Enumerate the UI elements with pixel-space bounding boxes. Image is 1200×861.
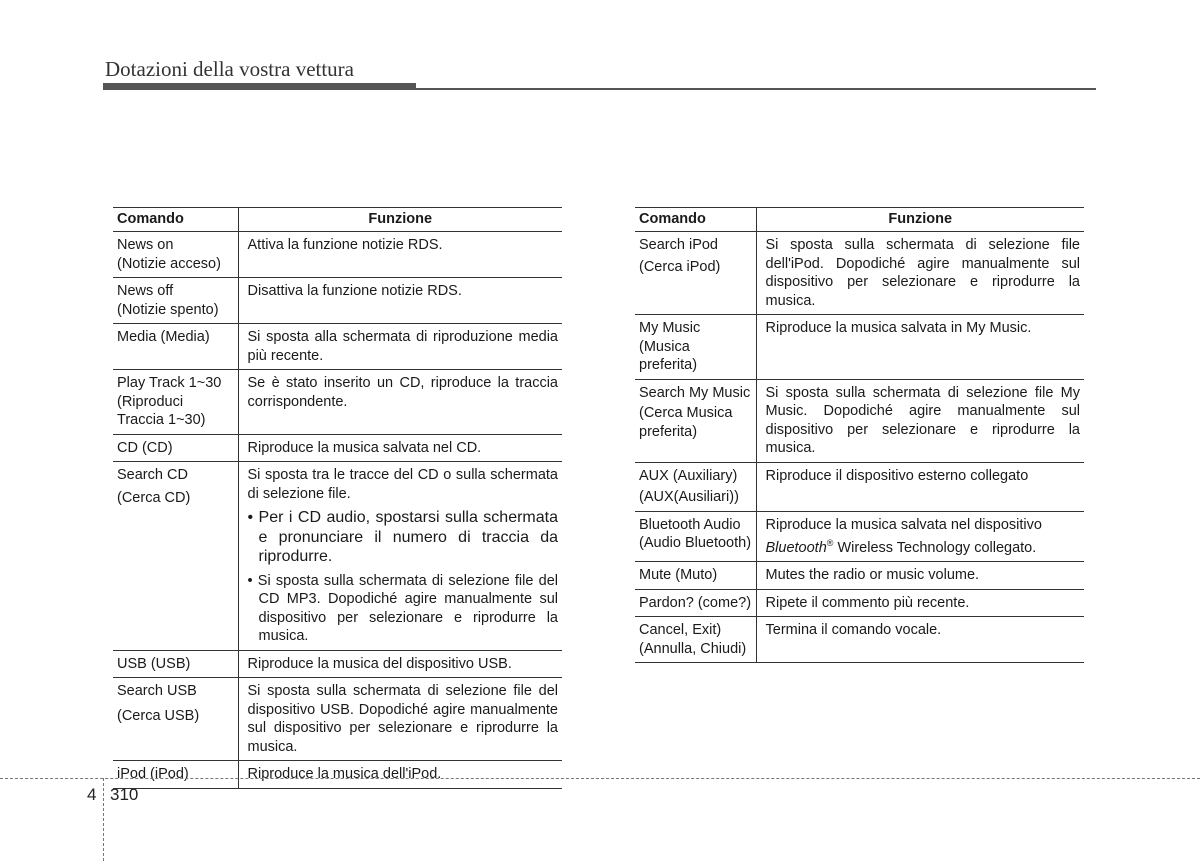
command-cell <box>113 324 238 370</box>
command-alias: (Cerca USB) <box>117 707 200 724</box>
table-row <box>113 761 562 789</box>
function-text: Riproduce la musica salvata nel dispositivo <box>765 516 1042 533</box>
table-row <box>635 462 1084 511</box>
command-name: Pardon? (come?) <box>639 594 752 611</box>
table-row <box>635 315 1084 380</box>
command-name: News on <box>117 237 174 253</box>
command-alias: (Musica preferita) <box>639 338 698 373</box>
table-row <box>113 324 562 370</box>
function-text-italic: Bluetooth <box>765 539 827 556</box>
command-name: Play Track 1~30 <box>117 375 222 391</box>
page-header-title: Dotazioni della vostra vettura <box>105 57 354 81</box>
command-cell <box>635 379 756 462</box>
command-alias: (Notizie spento) <box>117 301 219 318</box>
voice-command-table-left <box>113 207 562 789</box>
command-name: Search My Music <box>639 384 751 401</box>
command-cell <box>635 589 756 617</box>
header-rule-thin <box>416 88 1096 90</box>
table-row <box>113 370 562 435</box>
column-header-function: Funzione <box>756 208 1084 232</box>
command-cell <box>635 462 756 511</box>
command-cell <box>635 315 756 380</box>
table-row <box>635 232 1084 315</box>
function-cell: Riproduce la musica del dispositivo USB. <box>238 650 562 678</box>
table-row <box>113 434 562 462</box>
function-cell: Riproduce la musica dell'iPod. <box>238 761 562 789</box>
function-cell <box>756 511 1084 562</box>
footer-dashed-divider <box>103 778 104 861</box>
function-cell: Termina il comando vocale. <box>756 617 1084 663</box>
command-alias: (AUX(Ausiliari)) <box>639 489 739 505</box>
function-cell: Riproduce il dispositivo esterno collegato <box>756 462 1084 511</box>
command-name: Bluetooth Audio <box>639 516 741 533</box>
chapter-number: 4 <box>87 785 97 804</box>
command-alias: (Riproduci Traccia 1~30) <box>117 393 206 428</box>
command-cell <box>113 278 238 324</box>
command-cell <box>113 370 238 435</box>
function-cell: Disattiva la funzione notizie RDS. <box>238 278 562 324</box>
command-cell <box>113 761 238 789</box>
command-name: USB (USB) <box>117 655 191 672</box>
command-cell <box>113 650 238 678</box>
header-rule-thick <box>103 83 416 90</box>
command-alias: (Cerca Musica preferita) <box>639 405 733 440</box>
function-cell: Riproduce la musica salvata in My Music. <box>756 315 1084 380</box>
function-cell: Mutes the radio or music volume. <box>756 562 1084 590</box>
table-row <box>113 678 562 761</box>
command-name: AUX (Auxiliary) <box>639 467 738 484</box>
command-name: CD (CD) <box>117 439 173 456</box>
command-cell <box>635 511 756 562</box>
function-cell: Se è stato inserito un CD, riproduce la traccia corrispondente. <box>238 370 562 435</box>
command-name: Mute (Muto) <box>639 567 718 584</box>
command-name: iPod (iPod) <box>117 766 189 782</box>
function-cell: Si sposta sulla schermata di selezione file dell'iPod. Dopodiché agire manualmente sul dispositivo per selezionare e riprodurre la musica. <box>756 232 1084 315</box>
table-row <box>113 232 562 278</box>
function-cell: Attiva la funzione notizie RDS. <box>238 232 562 278</box>
command-name: Media (Media) <box>117 329 210 345</box>
table-row <box>635 379 1084 462</box>
function-cell <box>238 462 562 651</box>
command-cell <box>635 232 756 315</box>
footer-dashed-rule <box>0 778 1200 779</box>
command-cell <box>113 434 238 462</box>
function-cell: Si sposta alla schermata di riproduzione media più recente. <box>238 324 562 370</box>
function-text-tail: Wireless Technology collegato. <box>833 539 1037 556</box>
column-header-command: Comando <box>113 208 238 232</box>
command-name: Cancel, Exit) <box>639 622 722 639</box>
command-name: Search USB <box>117 683 197 699</box>
voice-command-table-right <box>635 207 1084 663</box>
command-cell <box>113 232 238 278</box>
registered-mark: ® <box>826 538 834 548</box>
function-cell: Si sposta sulla schermata di selezione file del dispositivo USB. Dopodiché agire manualmente sul dispositivo per selezionare e riprodurre la musica. <box>238 678 562 761</box>
table-row <box>635 617 1084 663</box>
command-alias: (Audio Bluetooth) <box>639 535 752 551</box>
page-number: 310 <box>110 785 139 804</box>
table-header-row <box>635 208 1084 232</box>
command-cell <box>113 678 238 761</box>
function-text: Si sposta tra le tracce del CD o sulla schermata di selezione file. <box>247 467 558 502</box>
command-cell <box>113 462 238 651</box>
function-cell: Riproduce la musica salvata nel CD. <box>238 434 562 462</box>
table-row <box>113 650 562 678</box>
command-alias: (Cerca iPod) <box>639 258 721 275</box>
command-cell <box>635 617 756 663</box>
command-name: News off <box>117 283 174 299</box>
column-header-command: Comando <box>635 208 756 232</box>
command-alias: (Notizie acceso) <box>117 255 221 272</box>
command-name: Search iPod <box>639 237 718 253</box>
command-cell <box>635 562 756 590</box>
function-cell: Ripete il commento più recente. <box>756 589 1084 617</box>
column-header-function: Funzione <box>238 208 562 232</box>
command-name: Search CD <box>117 467 188 483</box>
table-row <box>635 562 1084 590</box>
command-alias: (Annulla, Chiudi) <box>639 640 747 657</box>
command-alias: (Cerca CD) <box>117 489 191 506</box>
function-cell: Si sposta sulla schermata di selezione file My Music. Dopodiché agire manualmente sul dispositivo per selezionare e riprodurre la musica. <box>756 379 1084 462</box>
bullet-item: • Si sposta sulla schermata di selezione file del CD MP3. Dopodiché agire manualmente sul dispositivo per selezionare e riprodurre la musica. <box>247 572 558 644</box>
table-row <box>113 462 562 651</box>
table-row <box>113 278 562 324</box>
table-row <box>635 511 1084 562</box>
table-header-row <box>113 208 562 232</box>
bullet-item: • Per i CD audio, spostarsi sulla schermata e pronunciare il numero di traccia da riprodurre. <box>247 509 558 565</box>
command-name: My Music <box>639 320 701 336</box>
table-row <box>635 589 1084 617</box>
